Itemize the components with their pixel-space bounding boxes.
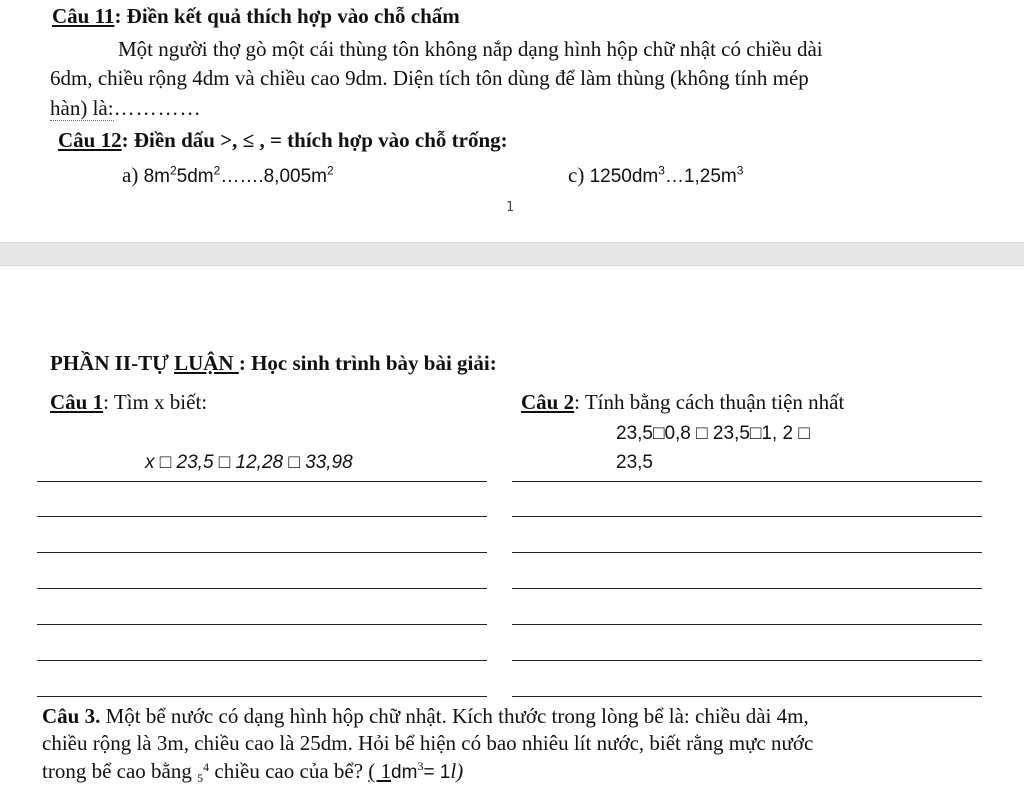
answer-line-right[interactable] — [512, 624, 982, 625]
question-12-instruction: : Điền dấu >, ≤ , = thích hợp vào chỗ trống: — [121, 128, 508, 152]
question-11-text-line-2: 6dm, chiều rộng 4dm và chiều cao 9dm. Diện tích tôn dùng để làm thùng (không tính mép — [50, 66, 809, 90]
question-11-label: Câu 11 — [52, 4, 115, 28]
part-2-heading: PHẦN II-TỰ LUẬN : Học sinh trình bày bài giải: — [50, 351, 497, 375]
question-2-label: Câu 2 — [521, 390, 575, 414]
answer-line-left[interactable] — [37, 624, 487, 625]
question-12-label: Câu 12 — [58, 128, 122, 152]
question-12-heading — [58, 128, 508, 153]
answer-line-right[interactable] — [512, 552, 982, 553]
question-12-item-c — [568, 163, 743, 188]
question-2-instruction: : Tính bằng cách thuận tiện nhất — [574, 390, 845, 414]
item-c-expression: $1250dm^3\dots 1,25m^3$ — [589, 163, 744, 187]
question-2-heading — [521, 390, 844, 415]
question-11-text-line-1: Một người thợ gò một cái thùng tôn không nắp dạng hình hộp chữ nhật có chiều dài — [118, 37, 823, 61]
question-11-answer-blank[interactable]: ………… — [113, 96, 202, 120]
answer-line-right[interactable] — [512, 660, 982, 661]
fraction-denominator: 5 — [197, 771, 204, 785]
fraction-numerator: 4 — [203, 760, 210, 774]
answer-line-left[interactable] — [37, 516, 487, 517]
item-c-label: c) — [568, 163, 585, 187]
unit-note: ( $1dm^3= 1l$) — [368, 759, 464, 783]
question-11-heading — [52, 4, 460, 29]
document-page-2 — [0, 266, 1024, 809]
question-3-text-line-3: trong bể cao bằng $5^4$ chiều cao của bể? ( $1dm^3= 1l$) — [42, 759, 464, 785]
answer-line-right[interactable] — [512, 516, 982, 517]
item-c-blank[interactable]: … — [664, 166, 684, 187]
question-1-label: Câu 1 — [50, 390, 104, 414]
question-1-heading — [50, 390, 207, 415]
question-11-text-line-3 — [50, 96, 202, 121]
answer-line-left[interactable] — [37, 481, 487, 482]
answer-line-left[interactable] — [37, 552, 487, 553]
answer-line-left[interactable] — [37, 660, 487, 661]
page-break-gap — [0, 242, 1024, 266]
question-12-item-a — [122, 163, 334, 188]
question-3-label: Câu 3. — [42, 704, 101, 728]
question-2-numerator: 23,5□0,8 □ 23,5□1, 2 □ — [616, 423, 810, 444]
question-2-denominator: 23,5 — [616, 452, 653, 473]
question-11-answer-prefix: hàn) là: — [50, 96, 114, 120]
answer-line-right[interactable] — [512, 696, 982, 697]
question-1-instruction: : Tìm x biết: — [103, 390, 208, 414]
answer-line-right[interactable] — [512, 588, 982, 589]
answer-line-right[interactable] — [512, 481, 982, 482]
question-3-text-line-1: Câu 3. Một bể nước có dạng hình hộp chữ nhật. Kích thước trong lòng bể là: chiều dài 4m, — [42, 704, 809, 728]
item-a-label: a) — [122, 163, 139, 187]
question-3-text-line-2: chiều rộng là 3m, chiều cao là 25dm. Hỏi bể hiện có bao nhiêu lít nước, biết rằng mực nước — [42, 731, 814, 755]
answer-line-left[interactable] — [37, 696, 487, 697]
page-number: 1 — [506, 200, 514, 215]
question-11-instruction: : Điền kết quả thích hợp vào chỗ chấm — [114, 4, 460, 28]
item-a-blank[interactable]: ……. — [220, 166, 264, 187]
question-1-equation: x □ 23,5 □ 12,28 □ 33,98 — [145, 452, 353, 473]
answer-line-left[interactable] — [37, 588, 487, 589]
document-page-1 — [0, 0, 1024, 242]
item-a-expression: $8m^25dm^2\dots\dots.8,005m^2$ — [143, 163, 334, 187]
